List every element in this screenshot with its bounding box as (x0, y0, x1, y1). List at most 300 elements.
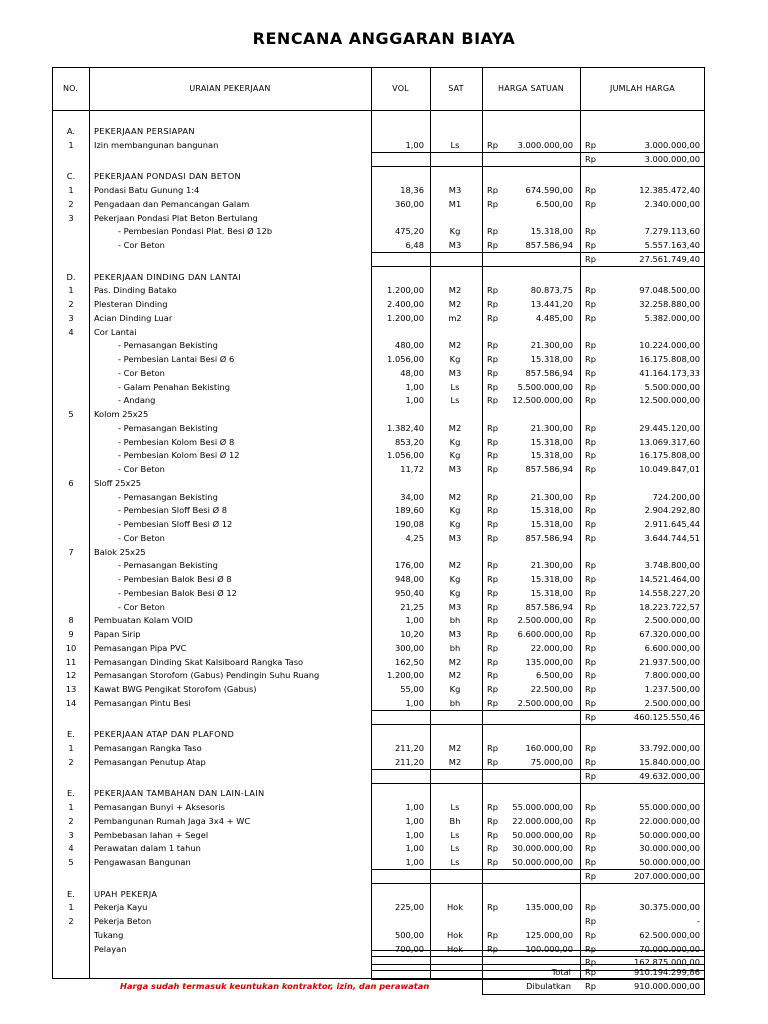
currency-label: Rp (487, 519, 499, 529)
unit: Hok (446, 902, 464, 913)
item-description: - Pemasangan Bekisting (118, 560, 218, 571)
total-label: Total (551, 967, 571, 977)
line-total: 14.558.227,20 (639, 587, 700, 598)
subtotal-row (52, 253, 705, 267)
line-total: 5.557.163,40 (644, 240, 700, 250)
subtotal-divider (371, 883, 705, 884)
row-number: C. (66, 171, 76, 182)
unit: M2 (448, 756, 462, 767)
item-description: Izin membangunan bangunan (94, 139, 219, 150)
unit-price: 674.590,00 (525, 185, 573, 195)
unit-price: 6.500,00 (536, 670, 573, 681)
item-description: Papan Sirip (94, 629, 141, 639)
item-description: - Pembesian Lantai Besi Ø 6 (118, 354, 235, 364)
row-number: 1 (68, 185, 74, 195)
item-description: - Pemasangan Bekisting (118, 422, 218, 433)
unit-price: 12.500.000,00 (512, 395, 573, 406)
row-number: 2 (68, 815, 74, 826)
currency-label: Rp (487, 601, 499, 612)
volume: 10,20 (400, 629, 424, 639)
line-total: 41.164.173,33 (639, 367, 700, 378)
section-title: UPAH PEKERJA (94, 888, 158, 899)
unit: M3 (448, 532, 462, 543)
line-total: 50.000.000,00 (639, 857, 700, 867)
currency-label: Rp (487, 802, 499, 812)
item-description: Balok 25x25 (94, 546, 146, 557)
currency-label: Rp (487, 491, 499, 502)
unit-price: 5.500.000,00 (517, 381, 573, 392)
subtotal-divider (371, 266, 705, 267)
line-total: 14.521.464,00 (639, 574, 700, 584)
line-total: 67.320.000,00 (639, 629, 700, 639)
row-number: 1 (68, 285, 74, 296)
item-description: Pekerjaan Pondasi Plat Beton Bertulang (94, 212, 258, 223)
currency-label: Rp (585, 505, 597, 516)
table-row (52, 339, 705, 353)
currency-label: Rp (585, 153, 597, 164)
unit-price: 15.318,00 (530, 587, 573, 598)
currency-label: Rp (585, 560, 597, 571)
unit: M2 (448, 656, 462, 667)
item-description: Pembebasan lahan + Segel (94, 829, 209, 840)
currency-label: Rp (585, 354, 597, 364)
unit: Hok (446, 929, 464, 940)
volume: 176,00 (394, 560, 424, 571)
item-description: Cor Lantai (94, 326, 137, 337)
volume: 1.056,00 (387, 450, 424, 461)
table-row (52, 225, 705, 239)
unit-price: 857.586,94 (525, 367, 573, 378)
line-total: 50.000.000,00 (639, 829, 700, 840)
row-number: E. (67, 888, 75, 899)
line-total: 33.792.000,00 (639, 743, 700, 753)
table-row (52, 518, 705, 532)
line-total: 18.223.722,57 (639, 601, 700, 612)
section-title: PEKERJAAN ATAP DAN PLAFOND (94, 729, 235, 740)
line-total: 16.175.808,00 (639, 354, 700, 364)
currency-label: Rp (487, 929, 499, 940)
currency-label: Rp (585, 642, 597, 653)
row-number: 4 (68, 326, 74, 337)
item-description: - Pemasangan Bekisting (118, 491, 218, 502)
section-row (52, 271, 705, 285)
currency-label: Rp (487, 756, 499, 767)
table-row (52, 601, 705, 615)
table-row (52, 491, 705, 505)
table-row (52, 656, 705, 670)
table-row (52, 756, 705, 770)
volume: 700,00 (394, 943, 424, 954)
unit-price: 50.000.000,00 (512, 829, 573, 840)
subtotal-value: 27.561.749,40 (639, 253, 700, 264)
currency-label: Rp (585, 697, 597, 708)
subtotal-row (52, 870, 705, 884)
line-total: 2.904.292,80 (644, 505, 700, 516)
item-description: Acian Dinding Luar (94, 312, 173, 323)
line-total: 32.258.880,00 (639, 299, 700, 309)
unit-price: 21.300,00 (530, 422, 573, 433)
currency-label: Rp (585, 464, 597, 474)
item-description: Plesteran Dinding (94, 299, 168, 309)
currency-label: Rp (585, 629, 597, 639)
currency-label: Rp (487, 226, 499, 237)
volume: 1,00 (405, 615, 424, 626)
item-description: Perawatan dalam 1 tahun (94, 843, 201, 854)
line-total: 62.500.000,00 (639, 929, 700, 940)
line-total: 22.000.000,00 (639, 815, 700, 826)
unit-price: 2.500.000,00 (517, 615, 573, 626)
volume: 950,40 (394, 587, 424, 598)
table-row (52, 477, 705, 491)
table-row (52, 298, 705, 312)
line-total: 7.800.000,00 (644, 670, 700, 681)
unit: Kg (449, 519, 461, 529)
line-total: 15.840.000,00 (639, 756, 700, 767)
subtotal-divider (371, 956, 705, 957)
item-description: Pembuatan Kolam VOID (94, 615, 193, 626)
subtotal-divider (371, 710, 705, 711)
row-number: 1 (68, 902, 74, 913)
table-row (52, 815, 705, 829)
unit: M2 (448, 743, 462, 753)
currency-label: Rp (585, 916, 597, 926)
line-total: - (697, 916, 700, 926)
table-row (52, 573, 705, 587)
volume: 4,25 (405, 532, 424, 543)
currency-label: Rp (487, 312, 499, 323)
section-row (52, 728, 705, 742)
section-row (52, 125, 705, 139)
currency-label: Rp (487, 185, 499, 195)
table-row (52, 742, 705, 756)
item-description: - Pembesian Pondasi Plat. Besi Ø 12b (118, 226, 273, 237)
unit: Ls (450, 802, 460, 812)
unit: M3 (448, 240, 462, 250)
unit: bh (449, 697, 461, 708)
unit: bh (449, 642, 461, 653)
row-number: 8 (68, 615, 74, 626)
subtotal-divider (371, 252, 705, 253)
unit-price: 75.000,00 (530, 756, 573, 767)
section-title: PEKERJAAN DINDING DAN LANTAI (94, 271, 241, 282)
volume: 500,00 (394, 929, 424, 940)
unit-price: 15.318,00 (530, 519, 573, 529)
unit-price: 4.485,00 (536, 312, 573, 323)
unit: Kg (449, 587, 461, 598)
unit: M2 (448, 285, 462, 296)
subtotal-divider (371, 152, 705, 153)
volume: 1.382,40 (387, 422, 424, 433)
currency-label: Rp (487, 436, 499, 447)
volume: 225,00 (394, 902, 424, 913)
line-total: 724.200,00 (652, 491, 700, 502)
volume: 6,48 (405, 240, 424, 250)
volume: 21,25 (400, 601, 424, 612)
currency-label: Rp (585, 857, 597, 867)
line-total: 12.385.472,40 (639, 185, 700, 195)
currency-label: Rp (585, 670, 597, 681)
currency-label: Rp (585, 519, 597, 529)
row-number: 3 (68, 829, 74, 840)
item-description: Pekerja Kayu (94, 902, 148, 913)
subtotal-value: 162.875.000,00 (634, 957, 700, 968)
item-description: Pemasangan Penutup Atap (94, 756, 206, 767)
subtotal-divider (371, 769, 705, 770)
table-row (52, 463, 705, 477)
row-number: 3 (68, 212, 74, 223)
table-row (52, 683, 705, 697)
table-row (52, 326, 705, 340)
currency-label: Rp (487, 450, 499, 461)
unit-price: 30.000.000,00 (512, 843, 573, 854)
unit-price: 100.000,00 (525, 943, 573, 954)
currency-label: Rp (487, 843, 499, 854)
line-total: 3.000.000,00 (644, 139, 700, 150)
currency-label: Rp (487, 697, 499, 708)
section-row (52, 888, 705, 902)
volume: 189,60 (394, 505, 424, 516)
line-total: 3.644.744,51 (644, 532, 700, 543)
page-title: RENCANA ANGGARAN BIAYA (252, 29, 516, 48)
item-description: - Pembesian Balok Besi Ø 8 (118, 574, 232, 584)
currency-label: Rp (585, 422, 597, 433)
subtotal-divider (371, 724, 705, 725)
unit: M3 (448, 185, 462, 195)
line-total: 5.500.000,00 (644, 381, 700, 392)
table-row (52, 669, 705, 683)
unit: M2 (448, 422, 462, 433)
row-number: 3 (68, 312, 74, 323)
currency-label: Rp (487, 560, 499, 571)
unit: bh (449, 615, 461, 626)
table-row (52, 628, 705, 642)
currency-label: Rp (585, 285, 597, 296)
currency-label: Rp (585, 615, 597, 626)
item-description: Pelayan (94, 943, 127, 954)
currency-label: Rp (585, 957, 597, 968)
item-description: Tukang (94, 929, 124, 940)
row-number: 10 (65, 642, 77, 653)
table-row (52, 614, 705, 628)
line-total: 55.000.000,00 (639, 802, 700, 812)
volume: 48,00 (400, 367, 424, 378)
item-description: Pemasangan Storofom (Gabus) Pendingin Suhu Ruang (94, 670, 320, 681)
currency-label: Rp (487, 422, 499, 433)
currency-label: Rp (585, 843, 597, 854)
currency-label: Rp (487, 464, 499, 474)
item-description: Pemasangan Dinding Skat Kalsiboard Rangka Taso (94, 656, 304, 667)
table-row (52, 697, 705, 711)
currency-label: Rp (585, 240, 597, 250)
unit-price: 21.300,00 (530, 560, 573, 571)
item-description: - Cor Beton (118, 532, 165, 543)
unit-price: 3.000.000,00 (517, 139, 573, 150)
unit-price: 15.318,00 (530, 226, 573, 237)
currency-label: Rp (585, 981, 597, 991)
line-total: 21.937.500,00 (639, 656, 700, 667)
currency-label: Rp (585, 491, 597, 502)
item-description: - Pembesian Kolom Besi Ø 12 (118, 450, 240, 461)
subtotal-row (52, 153, 705, 167)
line-total: 2.911.645,44 (644, 519, 700, 529)
unit: M2 (448, 299, 462, 309)
table-row (52, 139, 705, 153)
unit-price: 857.586,94 (525, 240, 573, 250)
row-number: 9 (68, 629, 74, 639)
line-total: 12.500.000,00 (639, 395, 700, 406)
currency-label: Rp (585, 532, 597, 543)
volume: 475,20 (394, 226, 424, 237)
row-number: E. (67, 788, 75, 799)
table-row (52, 842, 705, 856)
subtotal-value: 3.000.000,00 (644, 153, 700, 164)
unit: Hok (446, 943, 464, 954)
item-description: - Cor Beton (118, 464, 165, 474)
rounded-label: Dibulatkan (526, 981, 571, 991)
unit-price: 22.000.000,00 (512, 815, 573, 826)
unit: Ls (450, 139, 460, 150)
unit: M2 (448, 560, 462, 571)
currency-label: Rp (585, 870, 597, 881)
volume: 162,50 (394, 656, 424, 667)
table-row (52, 436, 705, 450)
section-row (52, 170, 705, 184)
currency-label: Rp (487, 670, 499, 681)
item-description: Pas. Dinding Batako (94, 285, 177, 296)
currency-label: Rp (585, 829, 597, 840)
unit: M2 (448, 670, 462, 681)
currency-label: Rp (585, 139, 597, 150)
currency-label: Rp (487, 684, 499, 694)
table-row (52, 212, 705, 226)
currency-label: Rp (585, 943, 597, 954)
unit-price: 21.300,00 (530, 340, 573, 351)
currency-label: Rp (585, 802, 597, 812)
unit: m2 (448, 312, 462, 323)
unit: M3 (448, 367, 462, 378)
row-number: 2 (68, 299, 74, 309)
currency-label: Rp (585, 312, 597, 323)
row-number: E. (67, 729, 75, 740)
currency-label: Rp (585, 253, 597, 264)
subtotal-divider (371, 783, 705, 784)
volume: 11,72 (400, 464, 424, 474)
item-description: - Andang (118, 395, 156, 406)
subtotal-row (52, 711, 705, 725)
table-row (52, 239, 705, 253)
row-number: 7 (68, 546, 74, 557)
header-no: NO. (62, 84, 79, 93)
unit: Ls (450, 857, 460, 867)
unit-price: 15.318,00 (530, 354, 573, 364)
unit-price: 21.300,00 (530, 491, 573, 502)
row-number: 6 (68, 477, 74, 488)
currency-label: Rp (585, 198, 597, 209)
line-total: 6.600.000,00 (644, 642, 700, 653)
currency-label: Rp (585, 185, 597, 195)
table-row (52, 829, 705, 843)
currency-label: Rp (487, 198, 499, 209)
row-number: 4 (68, 843, 74, 854)
item-description: Sloff 25x25 (94, 477, 142, 488)
currency-label: Rp (585, 902, 597, 913)
item-description: Pengawasan Bangunan (94, 857, 191, 867)
header-jumlah-harga: JUMLAH HARGA (610, 84, 675, 93)
item-description: - Galam Penahan Bekisting (118, 381, 230, 392)
table-row (52, 504, 705, 518)
row-number: 1 (68, 743, 74, 753)
currency-label: Rp (487, 299, 499, 309)
table-row (52, 642, 705, 656)
row-number: 5 (68, 857, 74, 867)
subtotal-divider (371, 869, 705, 870)
unit-price: 857.586,94 (525, 464, 573, 474)
table-row (52, 559, 705, 573)
currency-label: Rp (585, 770, 597, 781)
row-number: 1 (68, 802, 74, 812)
item-description: - Pembesian Balok Besi Ø 12 (118, 587, 237, 598)
unit: M3 (448, 464, 462, 474)
volume: 300,00 (394, 642, 424, 653)
table-row (52, 367, 705, 381)
currency-label: Rp (585, 395, 597, 406)
item-description: - Cor Beton (118, 367, 165, 378)
line-total: 3.748.800,00 (644, 560, 700, 571)
item-description: - Pembesian Sloff Besi Ø 12 (118, 519, 233, 529)
currency-label: Rp (487, 902, 499, 913)
line-total: 2.500.000,00 (644, 697, 700, 708)
table-row (52, 394, 705, 408)
currency-label: Rp (585, 967, 597, 977)
table-row (52, 381, 705, 395)
currency-label: Rp (487, 532, 499, 543)
unit: M2 (448, 491, 462, 502)
unit-price: 13.441,20 (530, 299, 573, 309)
unit: Kg (449, 505, 461, 516)
item-description: Pemasangan Pintu Besi (94, 697, 191, 708)
table-row (52, 198, 705, 212)
volume: 948,00 (394, 574, 424, 584)
currency-label: Rp (487, 285, 499, 296)
volume: 480,00 (394, 340, 424, 351)
row-number: A. (66, 126, 76, 136)
unit: M2 (448, 340, 462, 351)
table-row (52, 184, 705, 198)
currency-label: Rp (487, 642, 499, 653)
unit: Ls (450, 843, 460, 854)
line-total: 2.500.000,00 (644, 615, 700, 626)
volume: 190,08 (394, 519, 424, 529)
unit-price: 15.318,00 (530, 505, 573, 516)
section-row (52, 787, 705, 801)
unit: Kg (449, 450, 461, 461)
unit-price: 22.000,00 (530, 642, 573, 653)
volume: 34,00 (400, 491, 424, 502)
currency-label: Rp (487, 574, 499, 584)
currency-label: Rp (585, 601, 597, 612)
currency-label: Rp (487, 240, 499, 250)
unit-price: 80.873,75 (530, 285, 573, 296)
line-total: 10.049.847,01 (639, 464, 700, 474)
item-description: Pekerja Beton (94, 916, 152, 926)
line-total: 16.175.808,00 (639, 450, 700, 461)
row-number: 2 (68, 916, 74, 926)
currency-label: Rp (585, 340, 597, 351)
table-row (52, 449, 705, 463)
volume: 1,00 (405, 843, 424, 854)
header-sat: SAT (448, 84, 464, 93)
item-description: Kawat BWG Pengikat Storofom (Gabus) (94, 684, 257, 694)
